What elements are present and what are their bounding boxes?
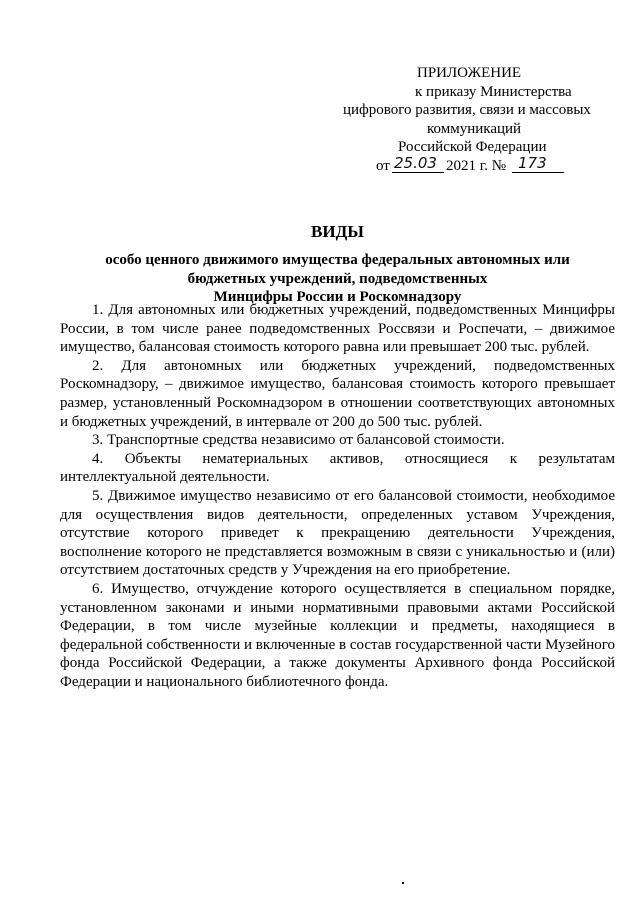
date-suffix: 2021 г. №: [446, 157, 507, 174]
date-prefix: от: [376, 157, 390, 174]
appendix-label: ПРИЛОЖЕНИЕ: [417, 65, 522, 81]
country-name-line: Российской Федерации: [398, 139, 547, 156]
order-reference-line: к приказу Министерства: [415, 83, 572, 100]
document-body: [60, 301, 615, 691]
title-line-1: особо ценного движимого имущества федеральных автономных или: [105, 252, 570, 268]
paragraph-2: 2. Для автономных или бюджетных учреждений, подведомственных Роскомнадзору, – движимое имущество, балансовая стоимость которого превышает размер, установленный Роскомнадзором в отношении соответствующих автономных и бюджетных учреждений, в интервале от 200 до 500 тыс. рублей.: [60, 357, 615, 430]
handwritten-number: 173: [518, 153, 547, 172]
title-line-3: Минцифры России и Роскомнадзору: [213, 289, 462, 306]
document-title: [60, 222, 615, 307]
number-underline: [512, 172, 564, 173]
paragraph-6: 6. Имущество, отчуждение которого осуществляется в специальном порядке, установленном законами и иными нормативными правовыми актами Российской Федерации, в том числе музейные коллекции и предметы, находящиеся в федеральной собственности и включенные в состав государственной части Музейного фонда Российской Федерации, а также документы Архивного фонда Российской Федерации и национального библиотечного фонда.: [60, 580, 615, 690]
ministry-name-line-2: коммуникаций: [427, 120, 522, 137]
paragraph-4: 4. Объекты нематериальных активов, относящиеся к результатам интеллектуальной деятельности.: [60, 450, 615, 486]
title-subheading: [60, 251, 615, 307]
paragraph-5: 5. Движимое имущество независимо от его балансовой стоимости, необходимое для осуществления видов деятельности, определенных уставом Учреждения, отсутствие которого приведет к прекращению деятельности Учреждения, восполнение которого не представляется возможным в связи с уникальностью и (или) отсутствием достаточных средств у Учреждения на его приобретение.: [60, 487, 615, 579]
title-heading: ВИДЫ: [311, 222, 364, 241]
appendix-header: [300, 64, 591, 176]
handwritten-date: 25.03: [394, 153, 437, 172]
date-underline: [392, 172, 444, 173]
ministry-name-line: цифрового развития, связи и массовых: [343, 102, 591, 119]
scan-speck: [402, 882, 404, 884]
title-line-2: бюджетных учреждений, подведомственных: [187, 270, 488, 287]
paragraph-3: 3. Транспортные средства независимо от балансовой стоимости.: [92, 432, 505, 449]
order-date-line: [300, 153, 580, 176]
paragraph-1: 1. Для автономных или бюджетных учреждений, подведомственных Минцифры России, в том числе ранее подведомственных Россвязи и Роспечати, – движимое имущество, балансовая стоимость которого равна или превышает 200 тыс. рублей.: [60, 302, 615, 356]
